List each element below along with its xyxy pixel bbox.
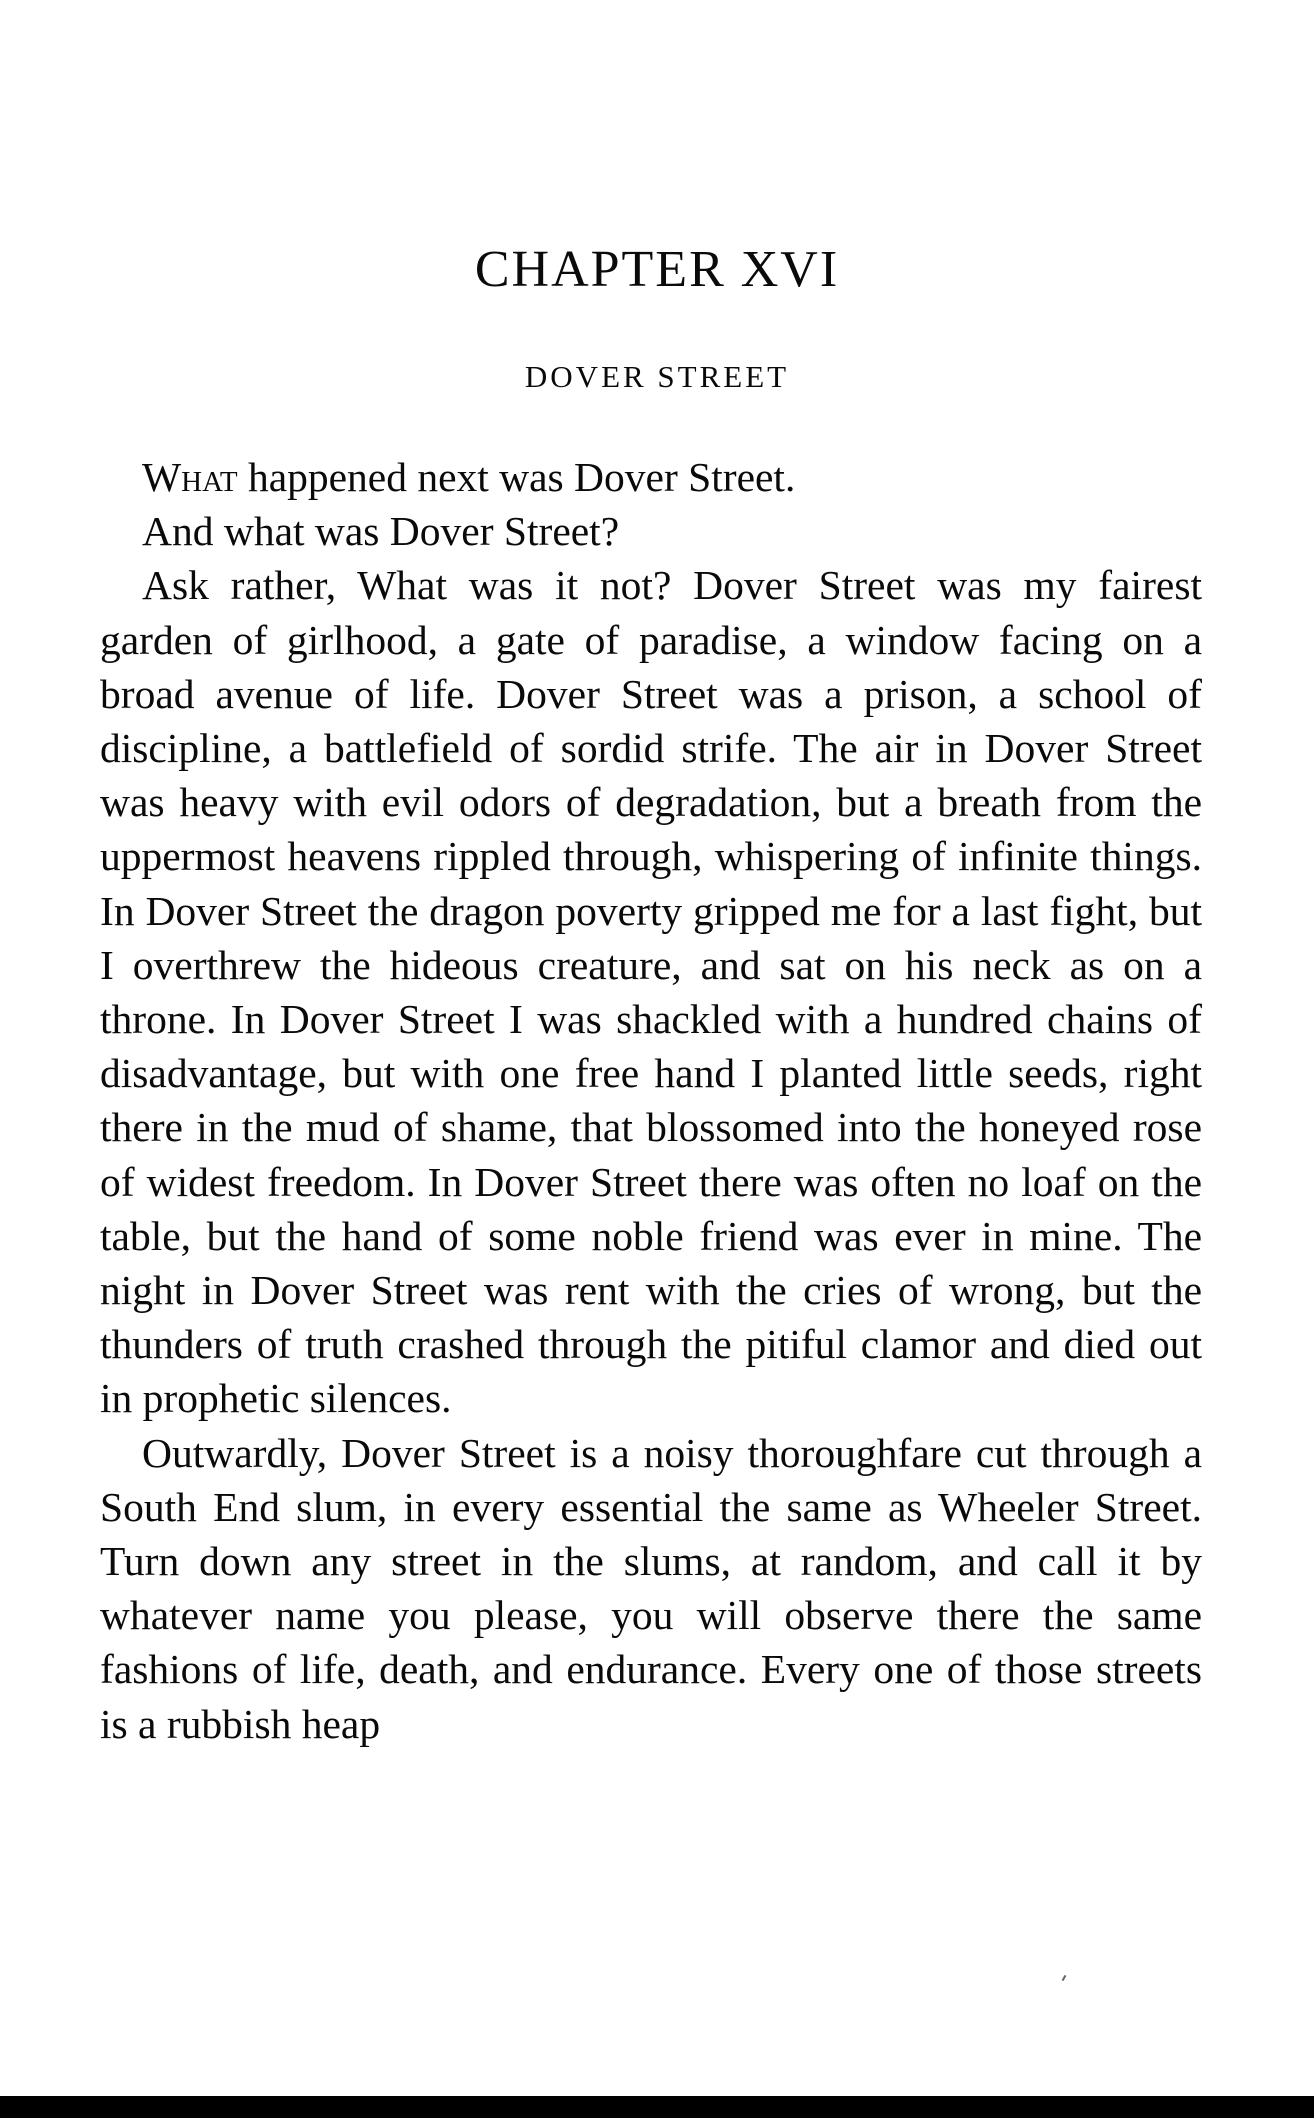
scan-bottom-edge	[0, 2096, 1314, 2118]
paragraph-text: happened next was Dover Street.	[237, 454, 796, 500]
paragraph-text: And what was Dover Street?	[142, 508, 620, 555]
paragraph-lead-word: What	[142, 454, 238, 500]
paragraph-2	[100, 504, 1202, 558]
paragraph-1	[100, 450, 1202, 504]
chapter-title: CHAPTER XVI	[474, 241, 840, 298]
paragraph-text: Ask rather, What was it not? Dover Street was my fairest garden of girlhood, a gate of paradise, a window facing on a broad avenue of life. Dover Street was a prison, a school of discipline, a battlefield of sordid strife. The air in Dover Street was heavy with evil odors of degradation, but a breath from the uppermost heavens rippled through, whispering of infinite things. In Dover Street the dragon poverty gripped me for a last fight, but I overthrew the hideous creature, and sat on his neck as on a throne. In Dover Street I was shackled with a hundred chains of disadvantage, but with one free hand I planted little seeds, right there in the mud of shame, that blossomed into the honeyed rose of widest freedom. In Dover Street there was often no loaf on the table, but the hand of some noble friend was ever in mine. The night in Dover Street was rent with the cries of wrong, but the thunders of truth crashed through the pitiful clamor and died out in prophetic silences.	[100, 562, 1202, 1422]
paragraph-text: Outwardly, Dover Street is a noisy thoroughfare cut through a South End slum, in every essential the same as Wheeler Street. Turn down any street in the slums, at random, and call it by whatever name you please, you will observe there the same fashions of life, death, and endurance. Every one of those streets is a rubbish heap	[100, 1429, 1202, 1747]
paragraph-3	[100, 558, 1202, 1425]
chapter-subtitle: DOVER STREET	[524, 359, 790, 394]
paragraph-4	[100, 1426, 1202, 1751]
scan-speck	[1062, 1975, 1067, 1981]
body-text	[100, 450, 1202, 1751]
